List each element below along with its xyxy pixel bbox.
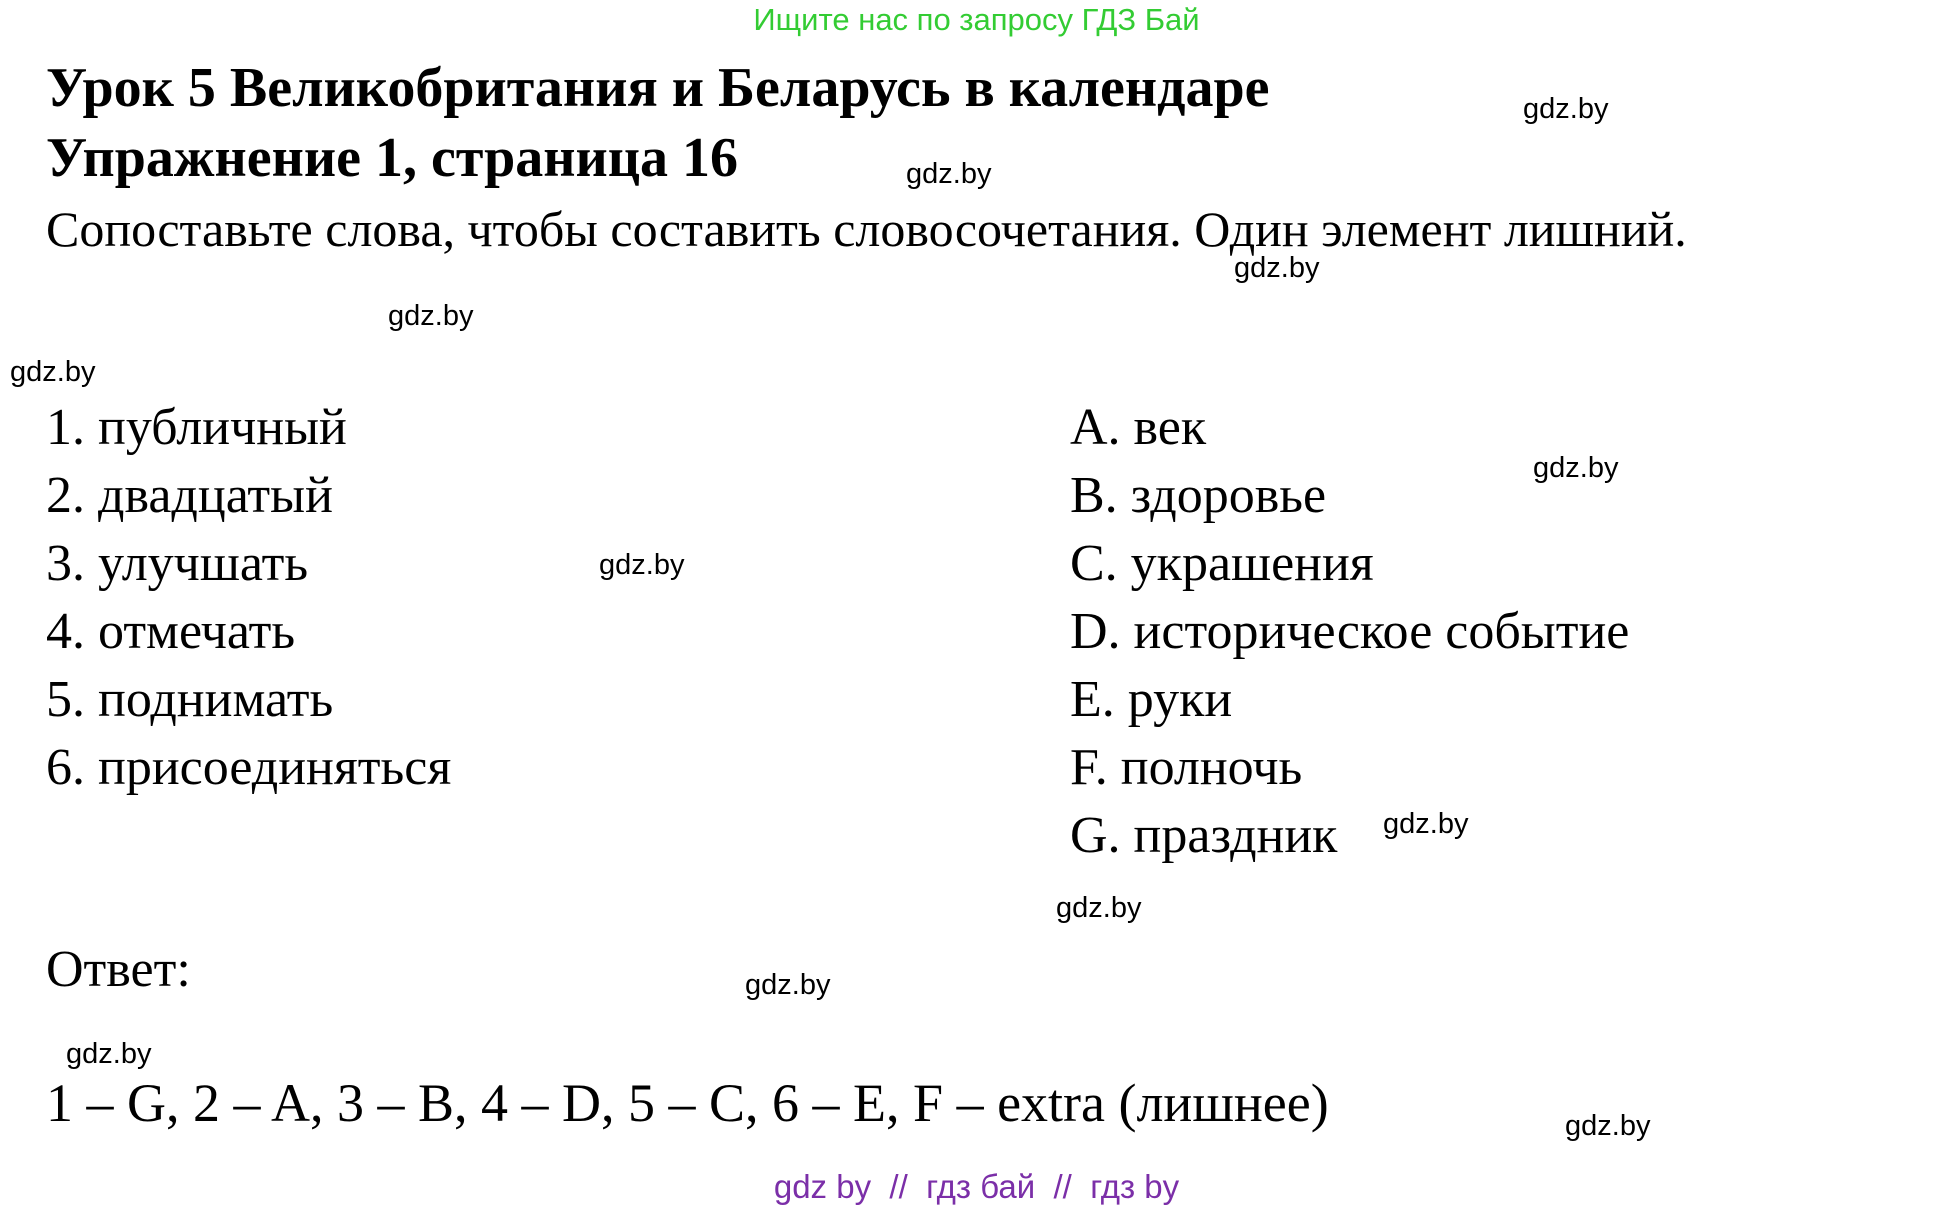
- footer-link-gdz-by[interactable]: gdz by: [773, 1168, 872, 1205]
- right-item-d: D. историческое событие: [1070, 603, 1630, 660]
- right-item-f: F. полночь: [1070, 739, 1303, 796]
- watermark: gdz.by: [1383, 808, 1469, 840]
- watermark: gdz.by: [745, 969, 831, 1001]
- instruction-text: Сопоставьте слова, чтобы составить словосочетания. Один элемент лишний.: [46, 201, 1687, 257]
- watermark: gdz.by: [10, 356, 96, 388]
- watermark: gdz.by: [1523, 93, 1609, 125]
- watermark: gdz.by: [66, 1038, 152, 1070]
- footer-link-gdz-bai[interactable]: гдз бай: [926, 1168, 1036, 1205]
- left-item-3: 3. улучшать: [46, 535, 309, 592]
- watermark: gdz.by: [1056, 892, 1142, 924]
- left-item-5: 5. поднимать: [46, 671, 334, 728]
- footer-links: [0, 1168, 1953, 1206]
- right-item-e: E. руки: [1070, 671, 1233, 728]
- footer-separator: //: [889, 1168, 908, 1205]
- right-item-a: A. век: [1070, 399, 1207, 456]
- lesson-title: Урок 5 Великобритания и Беларусь в календаре: [46, 57, 1270, 119]
- answer-text: 1 – G, 2 – A, 3 – B, 4 – D, 5 – C, 6 – E, F – extra (лишнее): [46, 1073, 1329, 1133]
- footer-link-gdz-by-2[interactable]: гдз by: [1090, 1168, 1180, 1205]
- left-item-6: 6. присоединяться: [46, 739, 452, 796]
- footer-separator: //: [1053, 1168, 1072, 1205]
- watermark: gdz.by: [1565, 1110, 1651, 1142]
- answer-label: Ответ:: [46, 941, 191, 998]
- left-item-1: 1. публичный: [46, 399, 347, 456]
- watermark: gdz.by: [1234, 252, 1320, 284]
- left-item-2: 2. двадцатый: [46, 467, 333, 524]
- right-item-g: G. праздник: [1070, 807, 1338, 864]
- exercise-title: Упражнение 1, страница 16: [46, 127, 739, 189]
- watermark: gdz.by: [906, 158, 992, 190]
- right-item-b: B. здоровье: [1070, 467, 1327, 524]
- left-item-4: 4. отмечать: [46, 603, 296, 660]
- right-item-c: C. украшения: [1070, 535, 1374, 592]
- search-banner: Ищите нас по запросу ГДЗ Бай: [753, 2, 1200, 37]
- watermark: gdz.by: [1533, 452, 1619, 484]
- watermark: gdz.by: [388, 300, 474, 332]
- watermark: gdz.by: [599, 549, 685, 581]
